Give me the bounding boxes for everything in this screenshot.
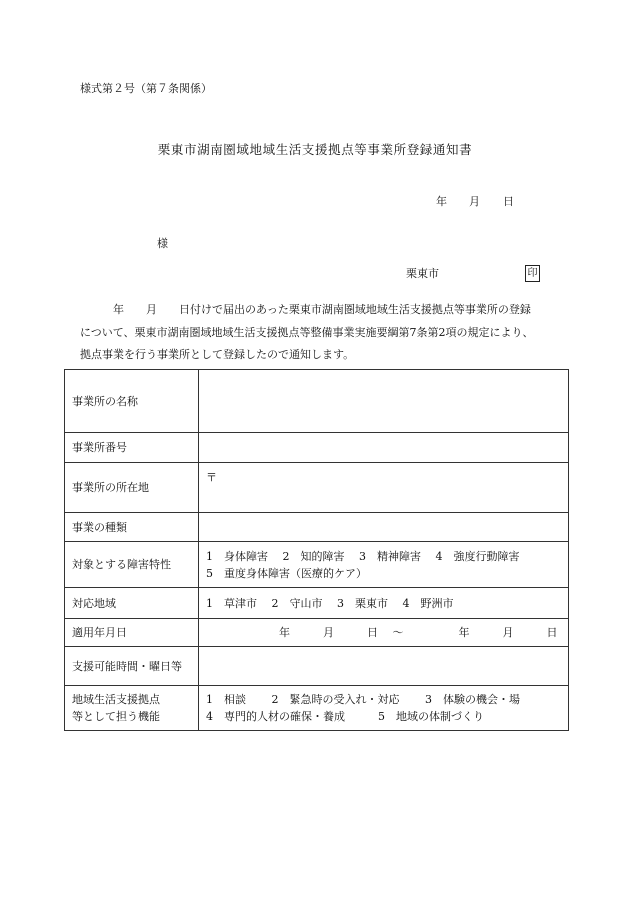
row-label-service-area: 対応地域 — [65, 588, 199, 619]
date-year-label: 年 — [436, 195, 447, 208]
table-row — [65, 513, 569, 542]
row-value-facility-number — [199, 433, 569, 463]
table-row — [65, 542, 569, 588]
row-label-business-type: 事業の種類 — [65, 513, 199, 542]
issuer-name: 栗東市 — [406, 267, 439, 280]
row-value-facility-address: 〒 — [199, 463, 569, 513]
row-label-facility-name: 事業所の名称 — [65, 370, 199, 433]
date-day-label: 日 — [503, 195, 514, 208]
table-row — [65, 463, 569, 513]
row-value-disability-types: 1 身体障害 2 知的障害 3 精神障害 4 強度行動障害 5 重度身体障害（医療的ケア） — [199, 542, 569, 588]
table-row — [65, 588, 569, 619]
row-value-functions: 1 相談 2 緊急時の受入れ・対応 3 体験の機会・場 4 専門的人材の確保・養成 5 地域の体制づくり — [199, 686, 569, 731]
row-value-effective-date: 年 月 日 ～ 年 月 日 — [199, 619, 569, 647]
table-row — [65, 433, 569, 463]
row-value-facility-name — [199, 370, 569, 433]
row-label-effective-date: 適用年月日 — [65, 619, 199, 647]
row-label-functions: 地域生活支援拠点 等として担う機能 — [65, 686, 199, 731]
row-label-disability-types: 対象とする障害特性 — [65, 542, 199, 588]
row-label-facility-number: 事業所番号 — [65, 433, 199, 463]
table-row — [65, 370, 569, 433]
row-value-business-type — [199, 513, 569, 542]
row-value-service-area: 1 草津市 2 守山市 3 栗東市 4 野洲市 — [199, 588, 569, 619]
row-label-support-hours: 支援可能時間・曜日等 — [65, 647, 199, 686]
notice-body-text: 年 月 日付けで届出のあった栗東市湖南圏域地域生活支援拠点等事業所の登録 について、栗東市湖南圏域地域生活支援拠点等整備事業実施要綱第7条第2項の規定により、 拠点事業を行う事業所として登録したので通知します。 — [80, 303, 534, 361]
document-title: 栗東市湖南圏域地域生活支援拠点等事業所登録通知書 — [157, 142, 473, 157]
table-row — [65, 647, 569, 686]
addressee-suffix: 様 — [157, 237, 168, 250]
seal-mark: 印 — [525, 265, 540, 282]
registration-table — [64, 369, 569, 731]
date-line — [436, 196, 514, 207]
date-month-label: 月 — [469, 195, 480, 208]
table-row — [65, 686, 569, 731]
form-number: 様式第２号（第７条関係） — [80, 82, 212, 95]
row-value-support-hours — [199, 647, 569, 686]
table-row — [65, 619, 569, 647]
row-label-facility-address: 事業所の所在地 — [65, 463, 199, 513]
